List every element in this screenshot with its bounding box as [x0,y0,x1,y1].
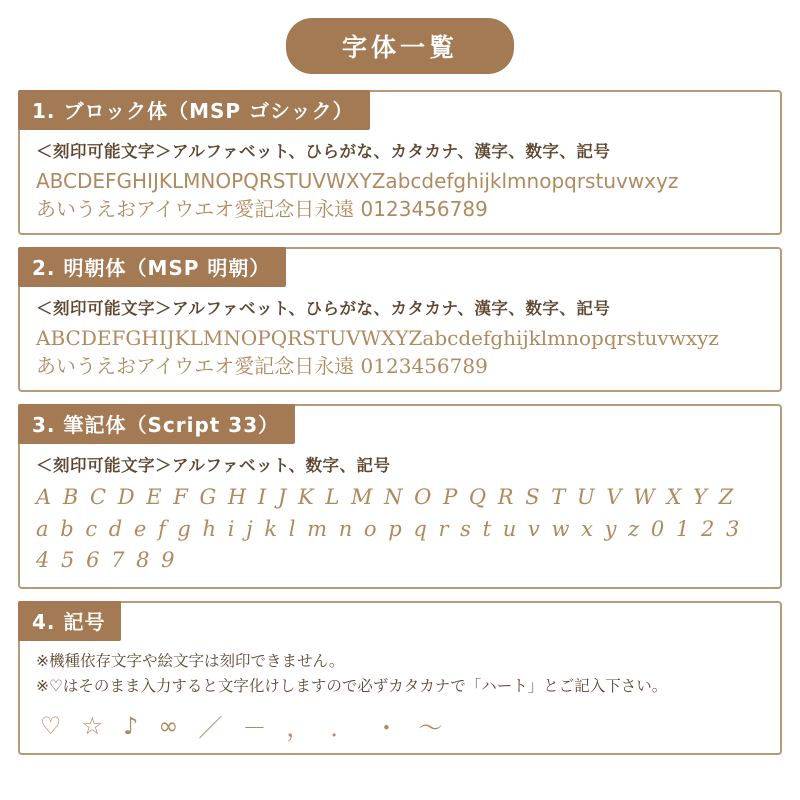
section-block-gothic [18,90,782,235]
symbol-middot: ・ [374,714,401,743]
symbol-infinity: ∞ [158,711,181,740]
section-body [20,130,780,223]
available-characters-note: ＜刻印可能文字＞アルファベット、ひらがな、カタカナ、漢字、数字、記号 [36,142,611,161]
symbol-star: ☆ [81,711,106,740]
symbol-period: ． [330,714,357,743]
section-body [20,641,780,744]
symbols-note: ※機種依存文字や絵文字は刻印できません。 [36,651,345,670]
sample-line: A B C D E F G H I J K L M N O P Q R S T U V W X Y Z [36,485,736,510]
symbol-heart: ♡ [40,711,64,740]
symbol-list [36,708,764,743]
sample-line: ABCDEFGHIJKLMNOPQRSTUVWXYZabcdefghijklmnopqrstuvwxyz [36,169,679,193]
symbol-slash: ／ [198,714,225,743]
section-title: 3. 筆記体（Script 33） [18,404,295,444]
symbol-note: ♪ [123,711,141,740]
sample-line: ABCDEFGHIJKLMNOPQRSTUVWXYZabcdefghijklmnopqrstuvwxyz [36,326,719,351]
sample-line: あいうえおアイウエオ愛記念日永遠 0123456789 [36,353,488,378]
section-mincho [18,247,782,392]
symbol-comma: ， [286,714,313,743]
page-title: 字体一覧 [286,18,514,74]
sample-line: a b c d e f g h i j k l m n o p q r s t u v w x y z 0 1 2 3 4 5 6 7 8 9 [36,516,742,573]
section-body [20,444,780,577]
section-script [18,404,782,589]
symbols-note: ※♡はそのまま入力すると文字化けしますので必ずカタカナで「ハート」とご記入下さい。 [36,676,668,695]
available-characters-note: ＜刻印可能文字＞アルファベット、数字、記号 [36,456,391,476]
symbol-tilde: ～ [418,714,445,743]
sample-line: あいうえおアイウエオ愛記念日永遠 0123456789 [36,196,488,221]
page-header [18,18,782,74]
section-title: 1. ブロック体（MSP ゴシック） [18,90,370,130]
available-characters-note: ＜刻印可能文字＞アルファベット、ひらがな、カタカナ、漢字、数字、記号 [36,299,611,319]
section-title: 4. 記号 [18,601,121,641]
section-title: 2. 明朝体（MSP 明朝） [18,247,286,287]
section-body [20,287,780,380]
section-symbols [18,601,782,756]
symbol-hyphen: － [242,714,269,743]
